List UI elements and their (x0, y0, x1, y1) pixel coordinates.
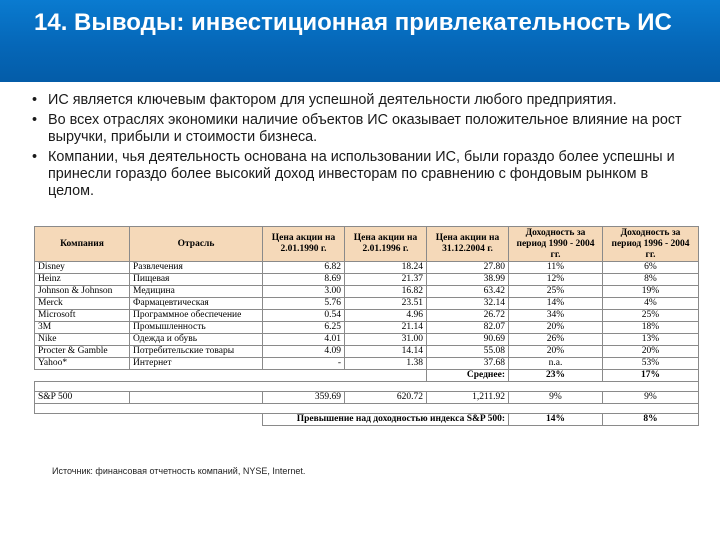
price-1996-cell: 4.96 (345, 310, 427, 322)
col-header-company: Компания (35, 227, 130, 262)
company-cell: 3M (35, 322, 130, 334)
investment-table (34, 226, 699, 426)
industry-cell: Развлечения (130, 262, 263, 274)
yield-1996-cell: 8% (603, 274, 699, 286)
yield-1990-cell: 20% (509, 346, 603, 358)
yield-1996-cell: 53% (603, 358, 699, 370)
company-cell: Disney (35, 262, 130, 274)
industry-cell: Промышленность (130, 322, 263, 334)
price-1996-cell: 14.14 (345, 346, 427, 358)
table-row (35, 322, 699, 334)
price-1990-cell: - (263, 358, 345, 370)
price-1990-cell: 0.54 (263, 310, 345, 322)
company-cell: Merck (35, 298, 130, 310)
price-1996-cell: 31.00 (345, 334, 427, 346)
price-1990-cell: 8.69 (263, 274, 345, 286)
company-cell: Nike (35, 334, 130, 346)
col-header-price-1990: Цена акции на 2.01.1990 г. (263, 227, 345, 262)
price-1996-cell: 21.37 (345, 274, 427, 286)
price-2004-cell: 55.08 (427, 346, 509, 358)
col-header-price-1996: Цена акции на 2.01.1996 г. (345, 227, 427, 262)
bullet-item (30, 112, 690, 146)
sp500-price-2004: 1,211.92 (427, 392, 509, 404)
yield-1990-cell: 12% (509, 274, 603, 286)
company-cell: Johnson & Johnson (35, 286, 130, 298)
yield-1990-cell: 20% (509, 322, 603, 334)
price-1996-cell: 16.82 (345, 286, 427, 298)
average-label: Среднее: (427, 370, 509, 382)
col-header-yield-1996: Доходность за период 1996 - 2004 гг. (603, 227, 699, 262)
bullet-dot-icon: • (32, 149, 38, 165)
price-1996-cell: 21.14 (345, 322, 427, 334)
slide-title: 14. Выводы: инвестиционная привлекательность ИС (34, 9, 672, 36)
excess-yield-1990: 14% (509, 414, 603, 426)
company-cell: Procter & Gamble (35, 346, 130, 358)
yield-1996-cell: 19% (603, 286, 699, 298)
yield-1990-cell: 11% (509, 262, 603, 274)
sp500-price-1996: 620.72 (345, 392, 427, 404)
bullet-list (30, 92, 690, 203)
price-2004-cell: 90.69 (427, 334, 509, 346)
average-row (35, 370, 699, 382)
bullet-text: Компании, чья деятельность основана на использовании ИС, были гораздо более успешны и принесли гораздо более высокий доход инвесторам по сравнению с фондовым рынком в целом. (48, 149, 675, 199)
average-yield-1996: 17% (603, 370, 699, 382)
table-row (35, 310, 699, 322)
excess-yield-1996: 8% (603, 414, 699, 426)
yield-1990-cell: n.a. (509, 358, 603, 370)
industry-cell: Фармацевтическая (130, 298, 263, 310)
price-2004-cell: 26.72 (427, 310, 509, 322)
price-1996-cell: 1.38 (345, 358, 427, 370)
sp500-price-1990: 359.69 (263, 392, 345, 404)
excess-row (35, 414, 699, 426)
price-1990-cell: 4.09 (263, 346, 345, 358)
yield-1990-cell: 34% (509, 310, 603, 322)
price-2004-cell: 37.68 (427, 358, 509, 370)
table-header-row (35, 227, 699, 262)
title-bar (0, 0, 720, 82)
industry-cell: Одежда и обувь (130, 334, 263, 346)
bullet-item (30, 149, 690, 200)
price-1996-cell: 23.51 (345, 298, 427, 310)
company-cell: Heinz (35, 274, 130, 286)
yield-1990-cell: 14% (509, 298, 603, 310)
industry-cell: Пищевая (130, 274, 263, 286)
yield-1996-cell: 20% (603, 346, 699, 358)
sp500-yield-1996: 9% (603, 392, 699, 404)
table-row (35, 346, 699, 358)
table-row (35, 286, 699, 298)
price-1990-cell: 4.01 (263, 334, 345, 346)
price-1990-cell: 3.00 (263, 286, 345, 298)
industry-cell: Программное обеспечение (130, 310, 263, 322)
yield-1996-cell: 6% (603, 262, 699, 274)
yield-1996-cell: 18% (603, 322, 699, 334)
spacer-row (35, 382, 699, 392)
bullet-text: Во всех отраслях экономики наличие объектов ИС оказывает положительное влияние на рост выручки, прибыли и стоимости бизнеса. (48, 112, 682, 145)
price-1996-cell: 18.24 (345, 262, 427, 274)
table-row (35, 262, 699, 274)
price-1990-cell: 5.76 (263, 298, 345, 310)
industry-cell: Потребительские товары (130, 346, 263, 358)
sp500-name: S&P 500 (35, 392, 130, 404)
sp500-row (35, 392, 699, 404)
price-2004-cell: 38.99 (427, 274, 509, 286)
price-1990-cell: 6.25 (263, 322, 345, 334)
price-2004-cell: 32.14 (427, 298, 509, 310)
bullet-dot-icon: • (32, 92, 38, 108)
yield-1990-cell: 26% (509, 334, 603, 346)
sp500-yield-1990: 9% (509, 392, 603, 404)
spacer-row (35, 404, 699, 414)
price-2004-cell: 63.42 (427, 286, 509, 298)
table-row (35, 358, 699, 370)
yield-1996-cell: 13% (603, 334, 699, 346)
company-cell: Yahoo* (35, 358, 130, 370)
excess-label: Превышение над доходностью индекса S&P 500: (263, 414, 509, 426)
bullet-dot-icon: • (32, 112, 38, 128)
company-cell: Microsoft (35, 310, 130, 322)
price-1990-cell: 6.82 (263, 262, 345, 274)
yield-1996-cell: 25% (603, 310, 699, 322)
source-note: Источник: финансовая отчетность компаний, NYSE, Internet. (52, 466, 306, 476)
col-header-price-2004: Цена акции на 31.12.2004 г. (427, 227, 509, 262)
yield-1996-cell: 4% (603, 298, 699, 310)
table-row (35, 298, 699, 310)
industry-cell: Интернет (130, 358, 263, 370)
table-row (35, 274, 699, 286)
bullet-text: ИС является ключевым фактором для успешной деятельности любого предприятия. (48, 92, 617, 108)
bullet-item (30, 92, 690, 109)
col-header-yield-1990: Доходность за период 1990 - 2004 гг. (509, 227, 603, 262)
price-2004-cell: 82.07 (427, 322, 509, 334)
price-2004-cell: 27.80 (427, 262, 509, 274)
industry-cell: Медицина (130, 286, 263, 298)
yield-1990-cell: 25% (509, 286, 603, 298)
table-row (35, 334, 699, 346)
average-yield-1990: 23% (509, 370, 603, 382)
investment-table-container (34, 226, 698, 426)
col-header-industry: Отрасль (130, 227, 263, 262)
table-body (35, 262, 699, 426)
